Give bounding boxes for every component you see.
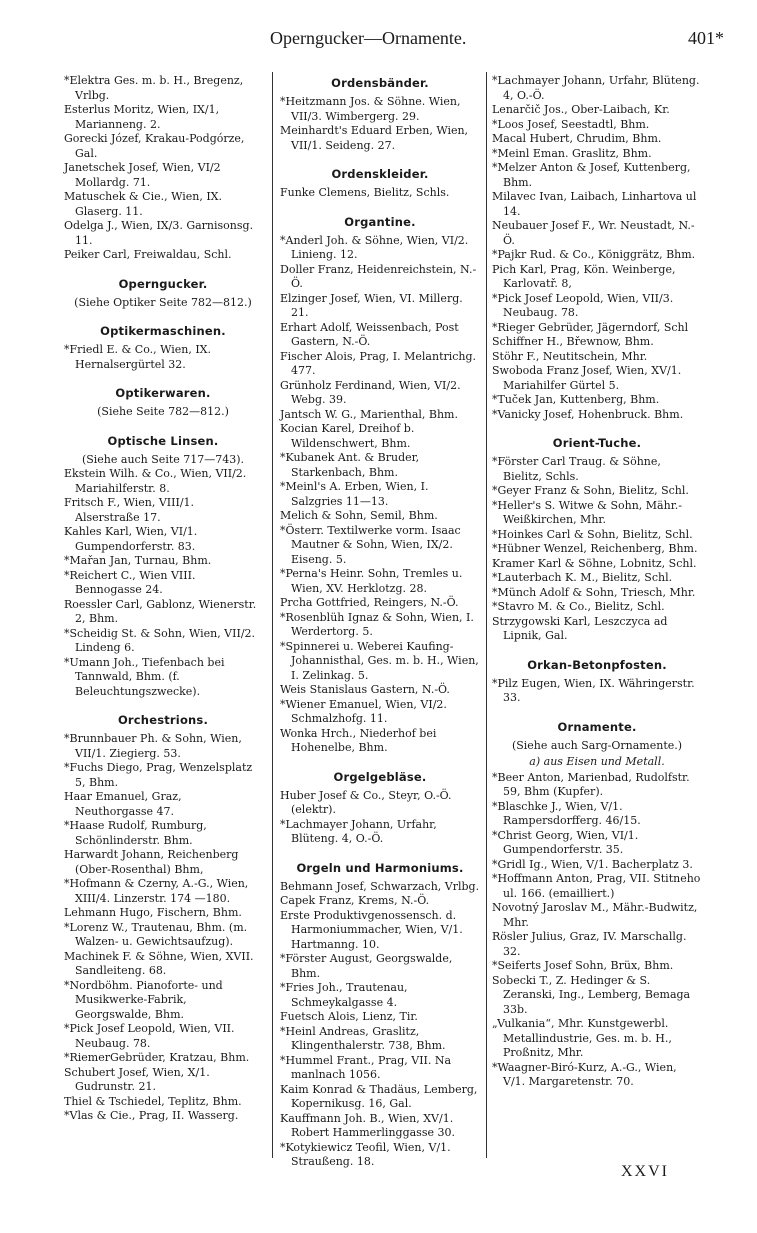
page-title: Operngucker—Ornamente. bbox=[270, 28, 467, 48]
directory-entry: *Förster August, Georgswalde, Bhm. bbox=[280, 952, 453, 980]
directory-entry: *Hoinkes Carl & Sohn, Bielitz, Schl. bbox=[492, 527, 693, 541]
directory-entry: *Umann Joh., Tiefenbach bei Tannwald, Bhm. (f. Beleuchtungszwecke). bbox=[64, 655, 225, 698]
page-number: 401* bbox=[688, 28, 724, 48]
directory-entry: *Wiener Emanuel, Wien, VI/2. Schmalzhofg. 11. bbox=[280, 697, 447, 725]
category-heading: Optische Linsen. bbox=[107, 433, 219, 448]
directory-entry: Roessler Carl, Gablonz, Wienerstr. 2, Bhm. bbox=[64, 597, 257, 625]
directory-entry: Harwardt Johann, Reichenberg (Ober-Rosenthal) Bhm, bbox=[64, 848, 239, 876]
directory-entry: Schiffner H., Břewnow, Bhm. bbox=[492, 335, 654, 348]
category-heading: Orchestrions. bbox=[117, 713, 209, 727]
category-heading: Orient-Tuche. bbox=[552, 436, 642, 450]
directory-entry: *Vanicky Josef, Hohenbruck. Bhm. bbox=[492, 407, 684, 421]
directory-entry: *Lorenz W., Trautenau, Bhm. (m. Walzen- u. Gewichtsaufzug). bbox=[64, 920, 248, 948]
category-heading: Organtine. bbox=[344, 214, 416, 229]
directory-entry: *Heitzmann Jos. & Söhne. Wien, VII/3. Wimbergerg. 29. bbox=[280, 95, 461, 123]
category-heading: Ornamente. bbox=[557, 719, 637, 734]
directory-column-1 bbox=[64, 74, 262, 1124]
column-divider bbox=[272, 72, 273, 1158]
category-heading: Optikermaschinen. bbox=[100, 324, 226, 338]
directory-entry: Kramer Karl & Söhne, Lobnitz, Schl. bbox=[492, 556, 697, 570]
directory-entry: *Christ Georg, Wien, VI/1. Gumpendorferstr. 35. bbox=[492, 828, 639, 856]
cross-reference-note: (Siehe auch Sarg-Ornamente.) bbox=[511, 738, 683, 752]
directory-entry: *Kotykiewicz Teofil, Wien, V/1. Straußeng. 18. bbox=[280, 1140, 451, 1168]
directory-entry: Pich Karl, Prag, Kön. Weinberge, Karlovatř. 8, bbox=[492, 262, 676, 290]
directory-entry: *RiemerGebrüder, Kratzau, Bhm. bbox=[64, 1051, 250, 1064]
directory-entry: Gorecki Józef, Krakau-Podgórze, Gal. bbox=[64, 132, 245, 160]
directory-entry: *Rosenblüh Ignaz & Sohn, Wien, I. Werdertorg. 5. bbox=[280, 610, 474, 638]
directory-entry: Rösler Julius, Graz, IV. Marschallg. 32. bbox=[492, 930, 687, 958]
directory-entry: *Hoffmann Anton, Prag, VII. Stitneho ul. 166. (emailliert.) bbox=[492, 872, 701, 900]
directory-entry: *Lauterbach K. M., Bielitz, Schl. bbox=[492, 571, 673, 584]
directory-entry: *Reichert C., Wien VIII. Bennogasse 24. bbox=[64, 568, 196, 596]
directory-entry: Capek Franz, Krems, N.-Ö. bbox=[280, 894, 430, 907]
directory-entry: Swoboda Franz Josef, Wien, XV/1. Mariahilfer Gürtel 5. bbox=[492, 364, 682, 392]
category-heading: Ordenskleider. bbox=[331, 167, 429, 181]
directory-entry: Schubert Josef, Wien, X/1. Gudrunstr. 21. bbox=[64, 1065, 210, 1093]
directory-entry: Peiker Carl, Freiwaldau, Schl. bbox=[64, 248, 232, 261]
category-subheading: a) aus Eisen und Metall. bbox=[529, 755, 665, 768]
directory-entry: *Waagner-Biró-Kurz, A.-G., Wien, V/1. Margaretenstr. 70. bbox=[492, 1060, 677, 1088]
directory-entry: *Münch Adolf & Sohn, Triesch, Mhr. bbox=[492, 585, 696, 599]
directory-entry: Kauffmann Joh. B., Wien, XV/1. Robert Hammerlinggasse 30. bbox=[280, 1111, 455, 1139]
directory-entry: *Scheidig St. & Sohn, Wien, VII/2. Lindeng 6. bbox=[64, 626, 256, 654]
directory-entry: *Förster Carl Traug. & Söhne, Bielitz, Schls. bbox=[492, 455, 661, 483]
category-heading: Ordensbänder. bbox=[331, 76, 429, 90]
directory-entry: *Lachmayer Johann, Urfahr, Blüteng. 4, O.-Ö. bbox=[280, 817, 437, 845]
directory-entry: Novotný Jaroslav M., Mähr.-Budwitz, Mhr. bbox=[492, 901, 698, 929]
directory-entry: Doller Franz, Heidenreichstein, N.-Ö. bbox=[280, 262, 477, 290]
directory-entry: Meinhardt's Eduard Erben, Wien, VII/1. Seideng. 27. bbox=[280, 124, 469, 152]
directory-entry: Erste Produktivgenossensch. d. Harmoniummacher, Wien, V/1. Hartmanng. 10. bbox=[280, 908, 463, 951]
cross-reference-note: (Siehe Seite 782—812.) bbox=[97, 405, 229, 418]
category-heading: Orgeln und Harmoniums. bbox=[296, 860, 464, 875]
directory-entry: Thiel & Tschiedel, Teplitz, Bhm. bbox=[64, 1094, 242, 1108]
directory-entry: *Pick Josef Leopold, Wien, VII/3. Neubaug. 78. bbox=[492, 291, 674, 319]
directory-entry: *Lachmayer Johann, Urfahr, Blüteng. 4, O.-Ö. bbox=[492, 74, 700, 102]
directory-entry: *Tuček Jan, Kuttenberg, Bhm. bbox=[492, 393, 660, 406]
directory-entry: *Friedl E. & Co., Wien, IX. Hernalsergürtel 32. bbox=[64, 343, 212, 371]
page-footer-signature: XXVI bbox=[621, 1163, 669, 1180]
category-heading: Operngucker. bbox=[118, 276, 208, 291]
directory-entry: Stöhr F., Neutitschein, Mhr. bbox=[492, 349, 648, 363]
cross-reference-note: (Siehe auch Seite 717—743). bbox=[81, 452, 245, 466]
directory-entry: Weis Stanislaus Gastern, N.-Ö. bbox=[280, 683, 450, 696]
directory-entry: *Fries Joh., Trautenau, Schmeykalgasse 4. bbox=[280, 981, 408, 1009]
directory-entry: Kocian Karel, Dreihof b. Wildenschwert, Bhm. bbox=[280, 422, 415, 450]
directory-entry: *Pilz Eugen, Wien, IX. Währingerstr. 33. bbox=[492, 676, 695, 704]
directory-entry: *Stavro M. & Co., Bielitz, Schl. bbox=[492, 600, 665, 613]
directory-entry: Grünholz Ferdinand, Wien, VI/2. Webg. 39. bbox=[280, 378, 461, 406]
directory-entry: Elzinger Josef, Wien, VI. Millerg. 21. bbox=[280, 291, 463, 319]
column-divider bbox=[486, 72, 487, 1158]
category-heading: Optikerwaren. bbox=[115, 386, 211, 400]
directory-entry: Fischer Alois, Prag, I. Melantrichg. 477. bbox=[280, 349, 477, 377]
directory-entry: Esterlus Moritz, Wien, IX/1, Marianneng. 2. bbox=[64, 103, 220, 131]
directory-entry: *Brunnbauer Ph. & Sohn, Wien, VII/1. Ziegierg. 53. bbox=[64, 732, 242, 760]
directory-entry: *Melzer Anton & Josef, Kuttenberg, Bhm. bbox=[492, 161, 691, 189]
directory-entry: Haar Emanuel, Graz, Neuthorgasse 47. bbox=[64, 790, 182, 818]
directory-entry: *Rieger Gebrüder, Jägerndorf, Schl bbox=[492, 320, 689, 334]
directory-entry: Jantsch W. G., Marienthal, Bhm. bbox=[280, 407, 458, 421]
directory-entry: *Meinl Eman. Graslitz, Bhm. bbox=[492, 146, 652, 160]
directory-entry: Odelga J., Wien, IX/3. Garnisonsg. 11. bbox=[64, 219, 254, 247]
directory-entry: *Beer Anton, Marienbad, Rudolfstr. 59, Bhm (Kupfer). bbox=[492, 770, 690, 798]
directory-entry: *Haase Rudolf, Rumburg, Schönlinderstr. Bhm. bbox=[64, 819, 207, 847]
directory-entry: *Hummel Frant., Prag, VII. Na manlnach 1056. bbox=[280, 1053, 452, 1081]
directory-entry: *Loos Josef, Seestadtl, Bhm. bbox=[492, 117, 650, 131]
category-heading: Orgelgebläse. bbox=[333, 769, 427, 784]
directory-entry: *Heller's S. Witwe & Sohn, Mähr.-Weißkirchen, Mhr. bbox=[492, 498, 682, 526]
directory-entry: Macal Hubert, Chrudim, Bhm. bbox=[492, 132, 662, 145]
directory-entry: *Vlas & Cie., Prag, II. Wasserg. bbox=[64, 1109, 239, 1122]
directory-entry: *Perna's Heinr. Sohn, Tremles u. Wien, XV. Herklotzg. 28. bbox=[280, 567, 463, 595]
directory-entry: Strzygowski Karl, Leszczyca ad Lipnik, Gal. bbox=[492, 614, 668, 642]
directory-entry: Matuschek & Cie., Wien, IX. Glaserg. 11. bbox=[64, 190, 223, 218]
directory-entry: *Heinl Andreas, Graslitz, Klingenthalerstr. 738, Bhm. bbox=[280, 1024, 446, 1052]
directory-entry: *Elektra Ges. m. b. H., Bregenz, Vrlbg. bbox=[64, 74, 244, 102]
directory-entry: Kahles Karl, Wien, VI/1. Gumpendorferstr. 83. bbox=[64, 525, 198, 553]
directory-entry: *Anderl Joh. & Söhne, Wien, VI/2. Linieng. 12. bbox=[280, 233, 469, 261]
directory-entry: *Fuchs Diego, Prag, Wenzelsplatz 5, Bhm. bbox=[64, 761, 253, 789]
directory-entry: Sobecki T., Z. Hedinger & S. Zeranski, Ing., Lemberg, Bemaga 33b. bbox=[492, 973, 691, 1016]
directory-entry: Ekstein Wilh. & Co., Wien, VII/2. Mariahilferstr. 8. bbox=[64, 467, 247, 495]
page-header bbox=[0, 28, 757, 58]
directory-entry: Erhart Adolf, Weissenbach, Post Gastern, N.-Ö. bbox=[280, 320, 459, 348]
directory-entry: Kaim Konrad & Thadäus, Lemberg, Kopernikusg. 16, Gal. bbox=[280, 1082, 478, 1110]
directory-entry: Funke Clemens, Bielitz, Schls. bbox=[280, 186, 450, 199]
directory-entry: Neubauer Josef F., Wr. Neustadt, N.-Ö. bbox=[492, 219, 695, 247]
directory-entry: Machinek F. & Söhne, Wien, XVII. Sandleiteng. 68. bbox=[64, 949, 254, 977]
directory-entry: „Vulkania“, Mhr. Kunstgewerbl. Metallindustrie, Ges. m. b. H., Proßnitz, Mhr. bbox=[492, 1017, 672, 1059]
category-heading: Orkan-Betonpfosten. bbox=[527, 657, 667, 672]
directory-entry: *Hofmann & Czerny, A.-G., Wien, XIII/4. Linzerstr. 174 —180. bbox=[64, 877, 249, 905]
directory-column-3 bbox=[492, 74, 702, 1090]
directory-entry: *Meinl's A. Erben, Wien, I. Salzgries 11—13. bbox=[280, 480, 429, 508]
directory-entry: Janetschek Josef, Wien, VI/2 Mollardg. 71. bbox=[64, 161, 221, 189]
directory-entry: *Hübner Wenzel, Reichenberg, Bhm. bbox=[492, 542, 698, 555]
directory-entry: *Mařan Jan, Turnau, Bhm. bbox=[64, 554, 212, 567]
cross-reference-note: (Siehe Optiker Seite 782—812.) bbox=[74, 295, 252, 309]
directory-entry: *Spinnerei u. Weberei Kaufing-Johannisthal, Ges. m. b. H., Wien, I. Zelinkag. 5. bbox=[280, 639, 479, 682]
directory-entry: Milavec Ivan, Laibach, Linhartova ul 14. bbox=[492, 190, 697, 218]
directory-entry: Fuetsch Alois, Lienz, Tir. bbox=[280, 1010, 418, 1023]
directory-entry: *Blaschke J., Wien, V/1. Rampersdorfferg. 46/15. bbox=[492, 799, 641, 827]
directory-entry: *Gridl Ig., Wien, V/1. Bacherplatz 3. bbox=[492, 857, 693, 871]
directory-entry: Fritsch F., Wien, VIII/1. Alserstraße 17. bbox=[64, 496, 195, 524]
directory-entry: Prcha Gottfried, Reingers, N.-Ö. bbox=[280, 596, 459, 609]
directory-entry: Wonka Hrch., Niederhof bei Hohenelbe, Bhm. bbox=[280, 726, 437, 754]
directory-entry: *Seiferts Josef Sohn, Brüx, Bhm. bbox=[492, 959, 674, 972]
directory-entry: Lehmann Hugo, Fischern, Bhm. bbox=[64, 906, 242, 919]
directory-entry: *Kubanek Ant. & Bruder, Starkenbach, Bhm. bbox=[280, 451, 420, 479]
directory-entry: *Österr. Textilwerke vorm. Isaac Mautner & Sohn, Wien, IX/2. Eiseng. 5. bbox=[280, 523, 461, 566]
directory-column-2 bbox=[280, 74, 480, 1170]
directory-entry: *Nordböhm. Pianoforte- und Musikwerke-Fabrik, Georgswalde, Bhm. bbox=[64, 978, 223, 1021]
directory-entry: Melich & Sohn, Semil, Bhm. bbox=[280, 509, 438, 522]
directory-entry: *Pick Josef Leopold, Wien, VII. Neubaug. 78. bbox=[64, 1022, 235, 1050]
directory-entry: Huber Josef & Co., Steyr, O.-Ö. (elektr). bbox=[280, 788, 452, 816]
directory-entry: Lenarčič Jos., Ober-Laibach, Kr. bbox=[492, 103, 670, 116]
directory-entry: *Pajkr Rud. & Co., Königgrätz, Bhm. bbox=[492, 248, 696, 261]
directory-entry: *Geyer Franz & Sohn, Bielitz, Schl. bbox=[492, 484, 689, 497]
directory-entry: Behmann Josef, Schwarzach, Vrlbg. bbox=[280, 879, 480, 893]
